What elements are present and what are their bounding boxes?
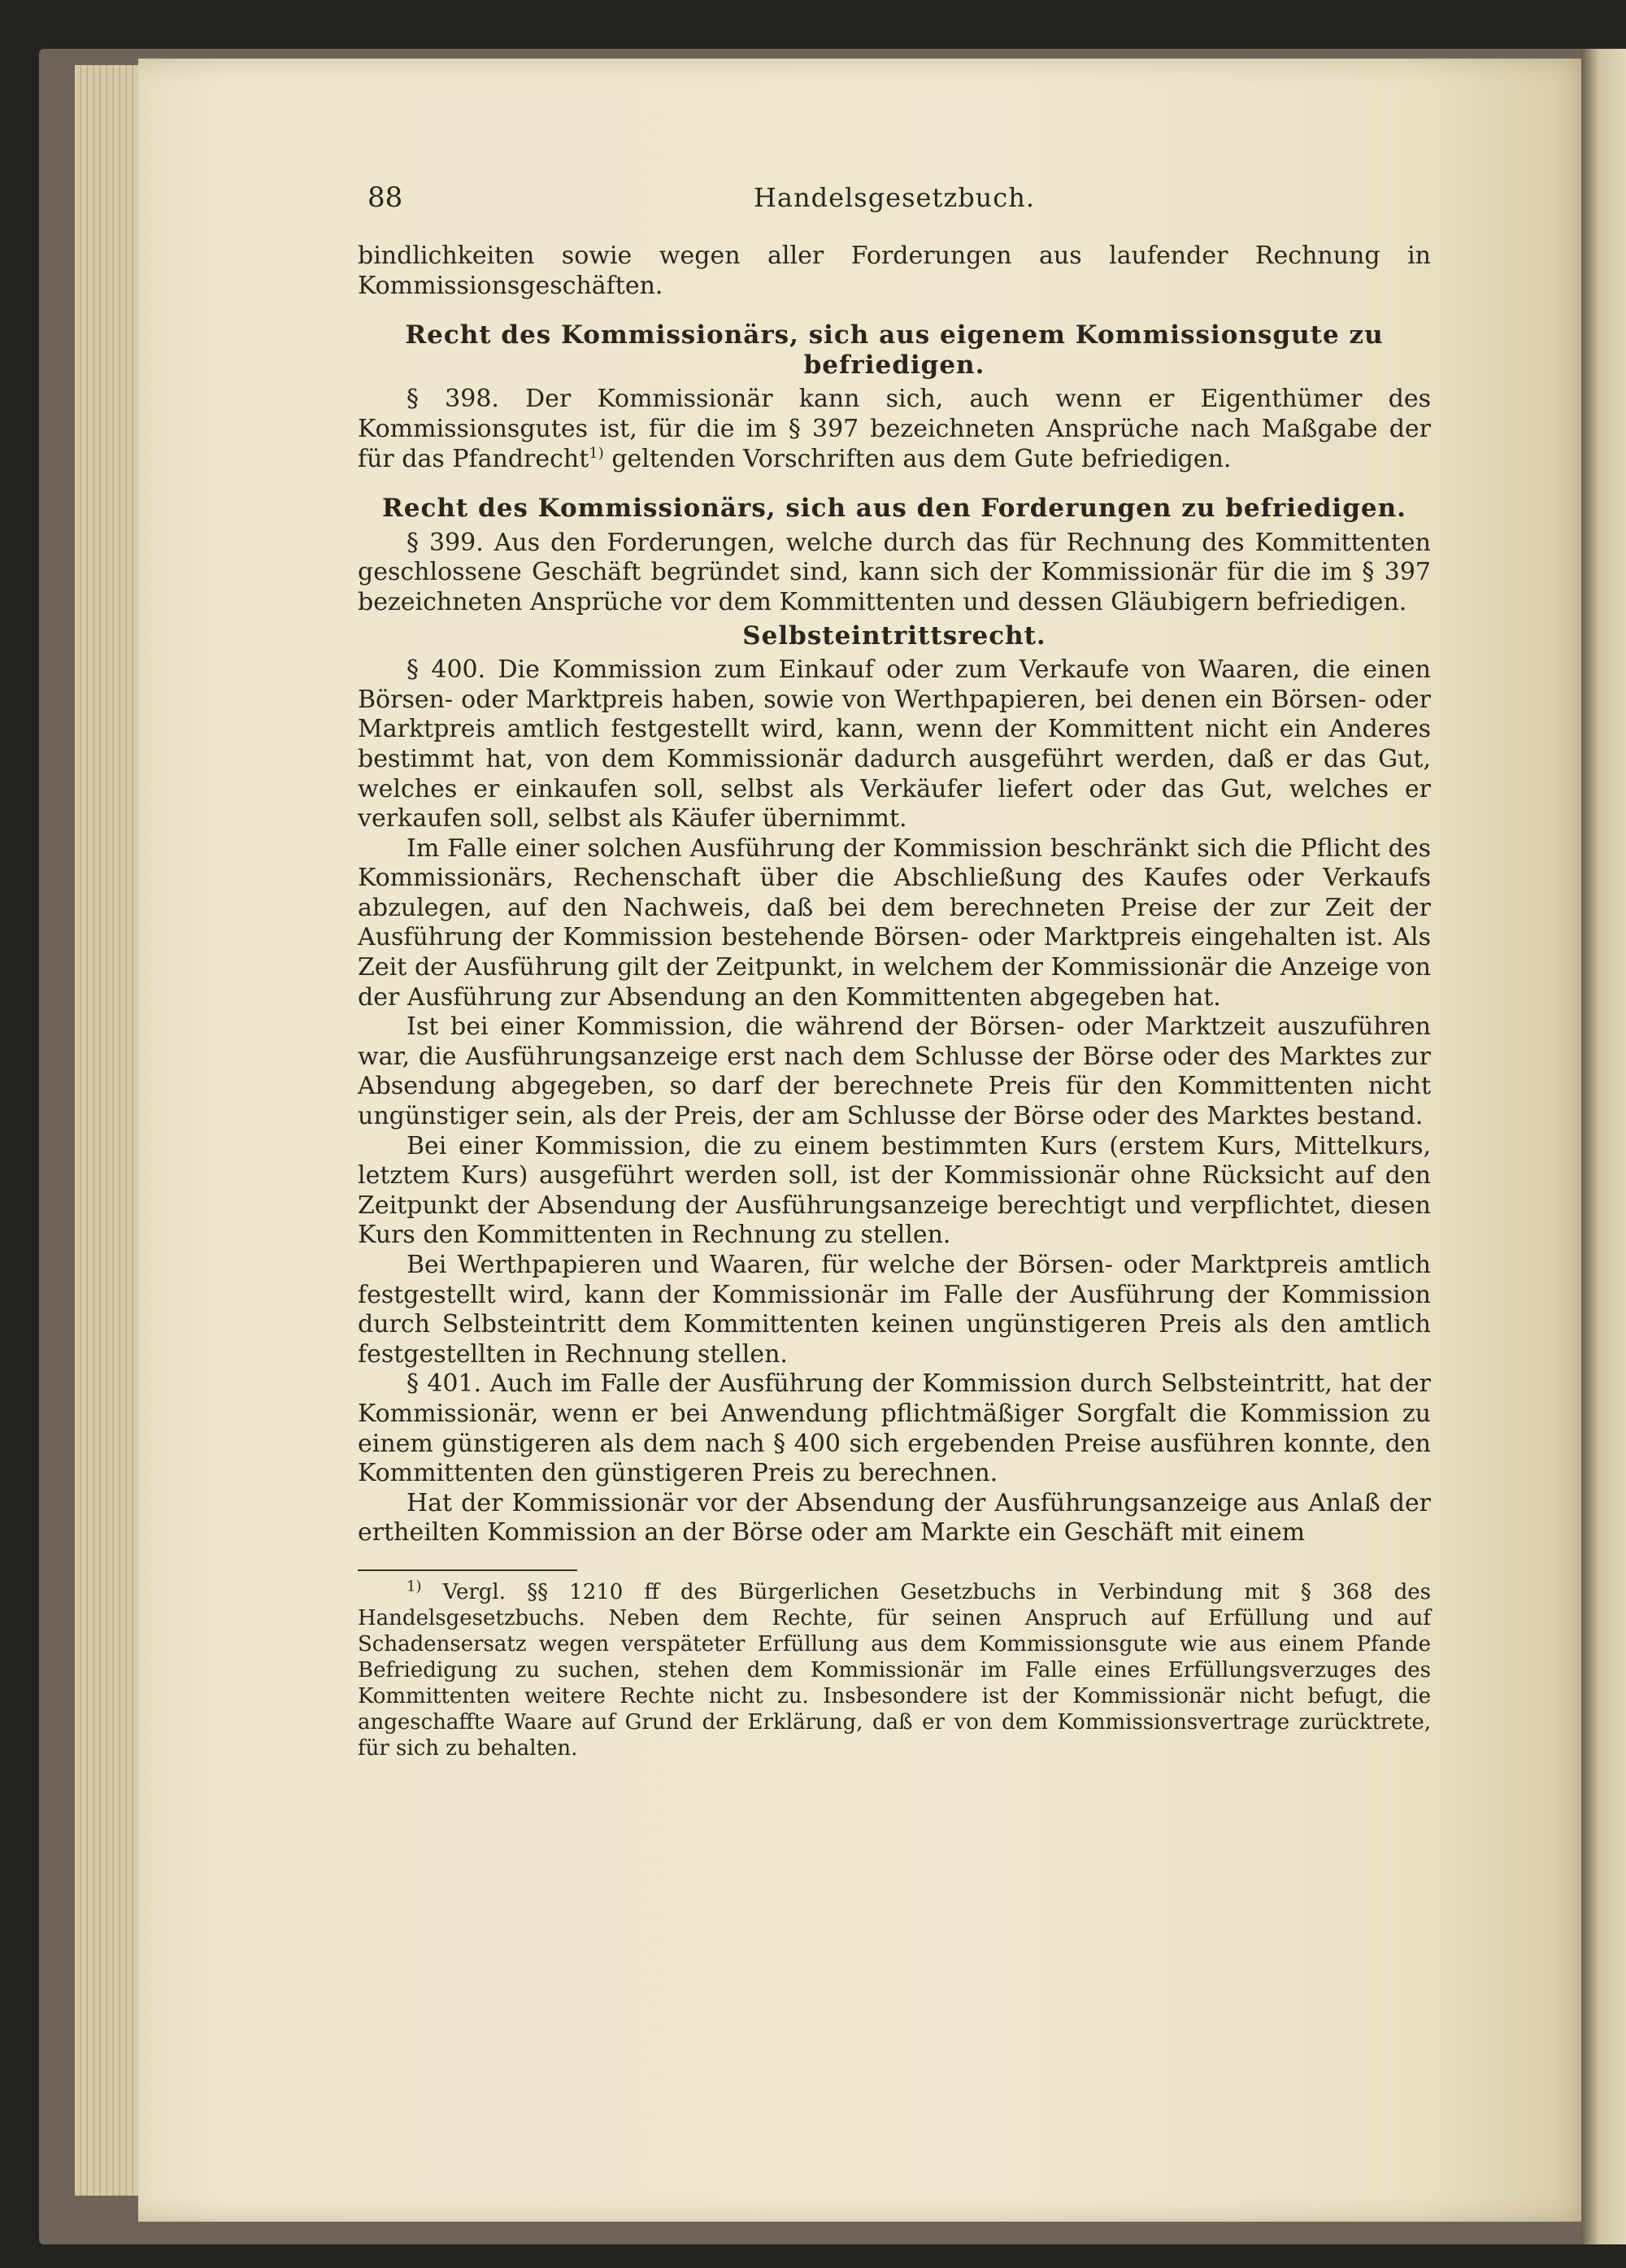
paragraph-section-399: § 399. Aus den Forderungen, welche durch das für Rechnung des Kommittenten geschlossene Geschäft begründet sind, kann sich der Kommissionär für die im § 397 bezeichneten Ansprüche vor dem Kommittenten und dessen Gläubigern befriedigen. bbox=[358, 528, 1431, 616]
section-398-text: § 398. Der Kommissionär kann sich, auch wenn er Eigenthümer des Kommissionsgutes ist, für die im § 397 bezeichneten Ansprüche nach Maßgabe der für das Pfandrecht bbox=[358, 385, 1431, 473]
heading-section-400: Selbsteintrittsrecht. bbox=[742, 620, 1046, 651]
paragraph-section-401-1: § 401. Auch im Falle der Ausführung der Kommission durch Selbsteintritt, hat der Kommissionär, wenn er bei Anwendung pflichtmäßiger Sorgfalt die Kommission zu einem günstigeren als dem nach § 400 sich ergebenden Preise ausführen konnte, den Kommittenten den günstigeren Preis zu berechnen. bbox=[358, 1369, 1431, 1488]
paragraph-section-400-4: Bei einer Kommission, die zu einem bestimmten Kurs (erstem Kurs, Mittelkurs, letztem Kurs) ausgeführt werden soll, ist der Kommissionär ohne Rücksicht auf den Zeitpunkt der Absendung der Ausführungsanzeige berechtigt und verpflichtet, diesen Kurs den Kommittenten in Rechnung zu stellen. bbox=[358, 1131, 1431, 1250]
page-header bbox=[358, 183, 1431, 232]
footnote-1 bbox=[358, 1579, 1431, 1761]
heading-section-399: Recht des Kommissionärs, sich aus den Forderungen zu befriedigen. bbox=[382, 494, 1406, 524]
paragraph-section-400-3: Ist bei einer Kommission, die während der Börsen- oder Marktzeit auszuführen war, die Ausführungsanzeige erst nach dem Schlusse der Börse oder des Marktes zur Absendung abgegeben, so darf der berechnete Preis für den Kommittenten nicht ungünstiger sein, als der Preis, der am Schlusse der Börse oder des Marktes bestand. bbox=[358, 1012, 1431, 1131]
footnote-reference: 1) bbox=[589, 444, 604, 462]
paragraph-section-400-1: § 400. Die Kommission zum Einkauf oder zum Verkaufe von Waaren, die einen Börsen- oder Marktpreis haben, sowie von Werthpapieren, bei denen ein Börsen- oder Marktpreis amtlich festgestellt wird, kann, wenn der Kommittent nicht ein Anderes bestimmt hat, von dem Kommissionär dadurch ausgeführt werden, daß er das Gut, welches er einkaufen soll, selbst als Verkäufer liefert oder das Gut, welches er verkaufen soll, selbst als Käufer übernimmt. bbox=[358, 655, 1431, 834]
page-number: 88 bbox=[367, 181, 403, 214]
paragraph-section-400-5: Bei Werthpapieren und Waaren, für welche der Börsen- oder Marktpreis amtlich festgestellt wird, kann der Kommissionär im Falle der Ausführung der Kommission durch Selbsteintritt dem Kommittenten keinen ungünstigeren Preis als den amtlich festgestellten in Rechnung stellen. bbox=[358, 1251, 1431, 1369]
page-text bbox=[358, 183, 1431, 1761]
footnote-text: Vergl. §§ 1210 ff des Bürgerlichen Gesetzbuchs in Verbindung mit § 368 des Handelsgesetzbuchs. Neben dem Rechte, für seinen Anspruch auf Erfüllung und auf Schadensersatz wegen verspäteter Erfüllung aus dem Kommissionsgute wie aus einem Pfande Befriedigung zu suchen, stehen dem Kommissionär im Falle eines Erfüllungsverzuges des Kommittenten weitere Rechte nicht zu. Insbesondere ist der Kommissionär nicht befugt, die angeschaffte Waare auf Grund der Erklärung, daß er von dem Kommissionsvertrage zurücktrete, für sich zu behalten. bbox=[358, 1579, 1431, 1761]
paragraph-section-401-2: Hat der Kommissionär vor der Absendung der Ausführungsanzeige aus Anlaß der ertheilten Kommission an der Börse oder am Markte ein Geschäft mit einem bbox=[358, 1488, 1431, 1548]
paragraph-continuation: bindlichkeiten sowie wegen aller Forderungen aus laufender Rechnung in Kommissionsgeschäften. bbox=[358, 242, 1431, 300]
footnote-marker: 1) bbox=[406, 1578, 422, 1595]
heading-section-398: Recht des Kommissionärs, sich aus eigenem Kommissionsgute zu befriedigen. bbox=[405, 320, 1384, 380]
paragraph-section-400-2: Im Falle einer solchen Ausführung der Kommission beschränkt sich die Pflicht des Kommissionärs, Rechenschaft über die Abschließung des Kaufes oder Verkaufs abzulegen, auf den Nachweis, daß bei dem berechneten Preise der zur Zeit der Ausführung der Kommission bestehende Börsen- oder Marktpreis eingehalten ist. Als Zeit der Ausführung gilt der Zeitpunkt, in welchem der Kommissionär die Anzeige von der Ausführung zur Absendung an den Kommittenten abgegeben hat. bbox=[358, 834, 1431, 1012]
running-title: Handelsgesetzbuch. bbox=[754, 182, 1035, 213]
next-page-edge bbox=[1581, 49, 1626, 2244]
paragraph-section-398 bbox=[358, 385, 1431, 474]
section-398-text-tail: geltenden Vorschriften aus dem Gute befriedigen. bbox=[603, 444, 1232, 473]
page-edges bbox=[75, 65, 148, 2196]
footnote-divider bbox=[358, 1569, 577, 1571]
